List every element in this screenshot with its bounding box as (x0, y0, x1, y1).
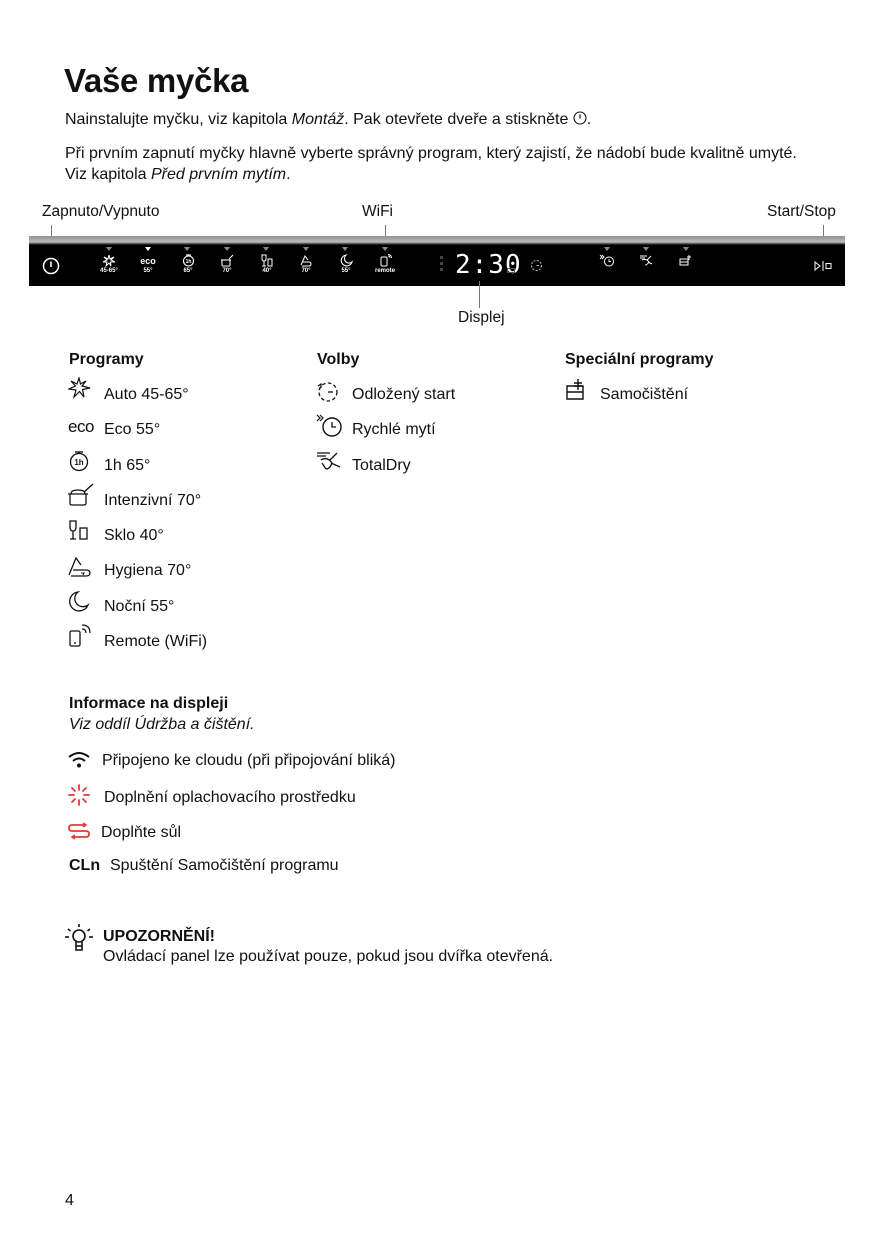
notice-heading: UPOZORNĚNÍ! (103, 928, 215, 945)
panel-button-1h[interactable]: 1h 65° (170, 246, 206, 275)
display-info-heading: Informace na displeji (69, 695, 229, 712)
program-intensive: Intenzivní 70° (104, 492, 202, 509)
power-button[interactable] (42, 257, 60, 280)
lightbulb-icon (63, 922, 97, 956)
notice-text: Ovládací panel lze používat pouze, pokud jsou dvířka otevřená. (103, 948, 554, 965)
totaldry-icon (316, 451, 342, 473)
remote-icon (379, 254, 392, 267)
panel-button-eco[interactable]: eco 55° (130, 246, 166, 275)
rinse-aid-icon (68, 784, 90, 806)
start-stop-button[interactable] (813, 259, 833, 277)
label-power: Zapnuto/Vypnuto (42, 203, 160, 220)
play-pause-icon (813, 260, 833, 272)
1h-icon (68, 450, 90, 472)
page-title: Vaše myčka (64, 62, 249, 99)
program-remote: Remote (WiFi) (104, 633, 208, 650)
svg-text:1h: 1h (185, 259, 191, 265)
info-code-cln: CLn (69, 857, 101, 874)
program-night: Noční 55° (104, 598, 175, 615)
panel-button-totaldry[interactable] (628, 246, 664, 267)
intensive-icon (67, 483, 95, 507)
wifi-icon (68, 751, 90, 769)
panel-button-glass[interactable]: 40° (249, 246, 285, 275)
intro-paragraph-2: Při prvním zapnutí myčky hlavně vyberte správný program, který zajistí, že nádobí bude kvalitně umyté. Viz kapitola Před prvním mytím. (65, 145, 797, 183)
options-heading: Volby (317, 351, 360, 368)
leader-display (479, 281, 480, 308)
info-salt: Doplňte sůl (101, 824, 182, 841)
auto-icon (68, 377, 92, 399)
eco-icon: eco (140, 256, 156, 266)
fast-wash-icon (316, 414, 344, 438)
svg-text:1h: 1h (74, 458, 84, 467)
salt-icon (68, 822, 90, 840)
display-status-dots (440, 256, 444, 276)
panel-button-remote[interactable]: remote (367, 246, 403, 275)
display-segment-icon (507, 268, 515, 273)
panel-button-fast[interactable] (589, 246, 625, 267)
info-selfclean-start: Spuštění Samočištění programu (110, 857, 339, 874)
special-heading: Speciální programy (565, 351, 714, 368)
label-start-stop: Start/Stop (767, 203, 836, 220)
night-icon (340, 254, 353, 267)
panel-button-hygiene[interactable]: 70° (288, 246, 324, 275)
program-eco: Eco 55° (104, 421, 161, 438)
power-inline-icon (573, 111, 587, 125)
eco-icon: eco (68, 417, 94, 436)
1h-icon (182, 254, 195, 267)
option-fast-wash: Rychlé mytí (352, 421, 436, 438)
glass-icon (68, 520, 90, 542)
night-icon (68, 591, 90, 613)
remote-icon (68, 624, 92, 648)
panel-button-selfclean[interactable] (668, 246, 704, 267)
program-auto: Auto 45-65° (104, 386, 189, 403)
intensive-icon (220, 254, 234, 267)
option-totaldry: TotalDry (352, 457, 411, 474)
special-selfclean: Samočištění (600, 386, 689, 403)
selfclean-icon (679, 254, 693, 267)
panel-button-night[interactable]: 55° (328, 246, 364, 275)
fast-wash-icon (599, 254, 615, 267)
auto-icon (102, 254, 116, 267)
panel-button-intensive[interactable]: 70° (209, 246, 245, 275)
selfclean-icon (565, 377, 591, 403)
program-hygiene: Hygiena 70° (104, 562, 192, 579)
panel-button-auto[interactable]: 45-65° (91, 246, 127, 275)
page-number: 4 (65, 1192, 74, 1209)
hygiene-icon (67, 555, 93, 579)
info-rinse-aid: Doplnění oplachovacího prostředku (104, 789, 356, 806)
glass-icon (260, 254, 274, 267)
intro-paragraph-1: Nainstalujte myčku, viz kapitola Montáž. Pak otevřete dveře a stiskněte . (65, 111, 592, 128)
display-delay-icon (530, 259, 543, 277)
option-delay-start: Odložený start (352, 386, 456, 403)
display-time: 2:30 (455, 250, 522, 280)
label-wifi: WiFi (362, 203, 393, 220)
program-1h: 1h 65° (104, 457, 151, 474)
program-glass: Sklo 40° (104, 527, 164, 544)
hygiene-icon (299, 254, 313, 267)
programs-heading: Programy (69, 351, 144, 368)
display-info-subheading: Viz oddíl Údržba a čištění. (69, 716, 255, 733)
label-display: Displej (458, 309, 505, 326)
delay-start-icon (317, 381, 339, 403)
info-cloud: Připojeno ke cloudu (při připojování bliká) (102, 752, 396, 769)
totaldry-icon (639, 254, 653, 267)
power-icon (42, 257, 60, 275)
